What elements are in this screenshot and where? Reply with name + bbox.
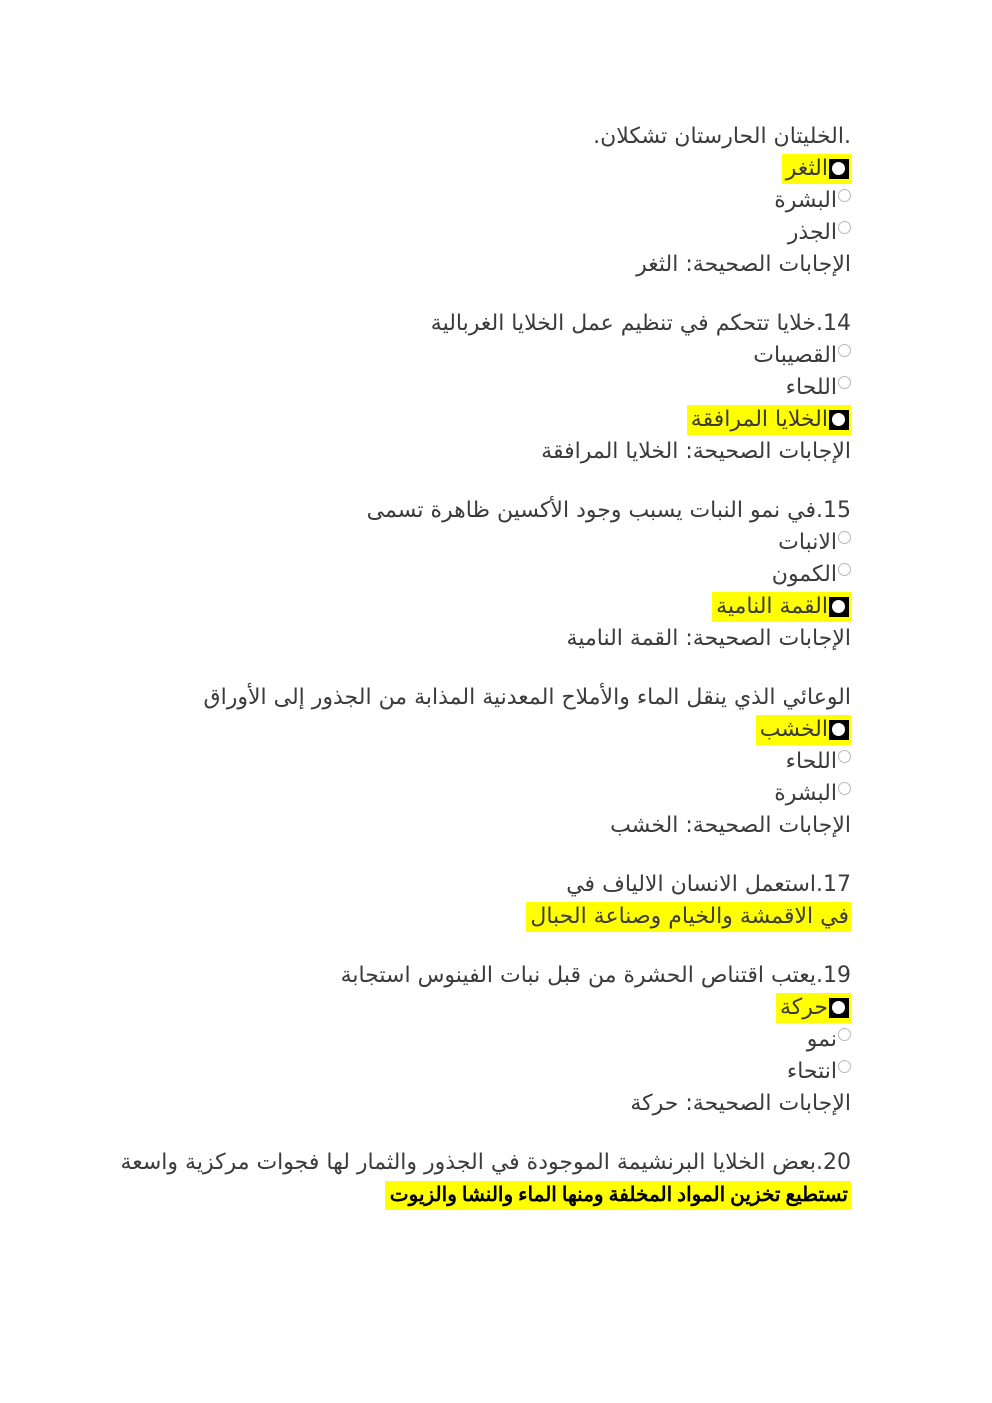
question-block-16 [100,682,851,842]
radio-unchecked-icon[interactable] [838,531,851,544]
option-label: البشرة [774,188,837,213]
highlighted-answer-line [100,901,851,933]
radio-unchecked-icon[interactable] [838,376,851,389]
option-label: الكمون [771,562,837,587]
option-label: القصيبات [753,343,837,368]
answer-highlight: تستطيع تخزين المواد المخلفة ومنها الماء والنشا والزيوت [385,1181,851,1210]
option-label: نمو [806,1027,837,1052]
selected-answer-highlight [782,154,851,184]
radio-checked-icon[interactable] [829,159,849,179]
option-row [100,559,851,591]
option-label: الخلايا المرافقة [690,407,828,432]
question-block-17 [100,869,851,933]
radio-checked-icon[interactable] [829,998,849,1018]
question-block-13 [100,121,851,281]
option-label: اللحاء [785,375,837,400]
radio-unchecked-icon[interactable] [838,1028,851,1041]
radio-checked-icon[interactable] [829,410,849,430]
option-label: البشرة [774,781,837,806]
option-label: حركة [779,995,828,1020]
option-row [100,340,851,372]
option-row [100,372,851,404]
question-block-19 [100,960,851,1120]
option-row [100,217,851,249]
question-text: 17.استعمل الانسان الالياف في [566,872,851,897]
option-row [100,714,851,746]
radio-checked-icon[interactable] [829,597,849,617]
radio-checked-icon[interactable] [829,720,849,740]
correct-answer-line: الإجابات الصحيحة: حركة [630,1091,851,1116]
radio-unchecked-icon[interactable] [838,1060,851,1073]
option-label: الخشب [759,717,828,742]
question-text: الوعائي الذي ينقل الماء والأملاح المعدنية المذابة من الجذور إلى الأوراق [203,685,851,710]
question-block-20 [100,1147,851,1211]
option-label: اللحاء [785,749,837,774]
option-row [100,527,851,559]
selected-answer-highlight [756,715,851,745]
option-row [100,992,851,1024]
question-block-15 [100,495,851,655]
question-text: 20.بعض الخلايا البرنشيمة الموجودة في الجذور والثمار لها فجوات مركزية واسعة [120,1150,851,1175]
option-label: الثغر [785,156,828,181]
option-row [100,404,851,436]
option-row [100,746,851,778]
highlighted-note-line [100,1179,851,1211]
radio-unchecked-icon[interactable] [838,344,851,357]
radio-unchecked-icon[interactable] [838,189,851,202]
question-text: 14.خلايا تتحكم في تنظيم عمل الخلايا الغربالية [430,311,851,336]
question-text: 19.يعتب اقتناص الحشرة من قبل نبات الفينوس استجابة [340,963,851,988]
correct-answer-line: الإجابات الصحيحة: الخلايا المرافقة [541,439,851,464]
radio-unchecked-icon[interactable] [838,221,851,234]
option-label: الانبات [778,530,837,555]
option-row [100,778,851,810]
option-row [100,185,851,217]
correct-answer-line: الإجابات الصحيحة: الخشب [610,813,851,838]
radio-unchecked-icon[interactable] [838,782,851,795]
option-row [100,153,851,185]
selected-answer-highlight [712,592,851,622]
option-row [100,1056,851,1088]
selected-answer-highlight [687,405,851,435]
correct-answer-line: الإجابات الصحيحة: القمة النامية [566,626,851,651]
radio-unchecked-icon[interactable] [838,750,851,763]
question-block-14 [100,308,851,468]
option-row [100,1024,851,1056]
option-label: انتحاء [786,1059,837,1084]
question-text: 15.في نمو النبات يسبب وجود الأكسين ظاهرة تسمى [366,498,851,523]
option-row [100,591,851,623]
answer-highlight: في الاقمشة والخيام وصناعة الحبال [526,902,851,932]
correct-answer-line: الإجابات الصحيحة: الثغر [636,252,851,277]
question-text: .الخليتان الحارستان تشكلان. [593,124,851,149]
option-label: القمة النامية [716,594,828,619]
option-label: الجذر [787,220,837,245]
selected-answer-highlight [776,993,851,1023]
radio-unchecked-icon[interactable] [838,563,851,576]
